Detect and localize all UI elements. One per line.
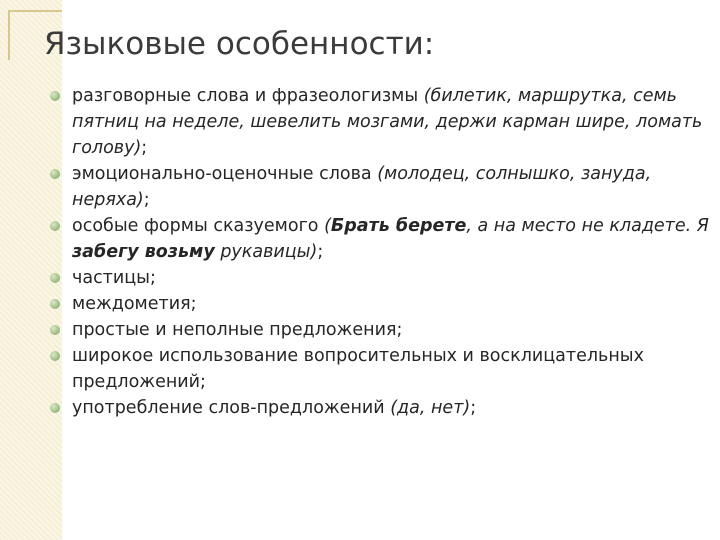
bullet-text: особые формы сказуемого: [72, 216, 325, 236]
bullet-examples: (да, нет): [390, 398, 471, 418]
bullet-punctuation: ;: [143, 190, 150, 210]
bullet-dot-icon: [50, 403, 60, 413]
bullet-item-emotional: [44, 161, 714, 213]
bullet-emphasis: забегу возьму: [72, 242, 215, 262]
bullet-dot-icon: [50, 221, 60, 231]
bullet-punctuation: ;: [141, 138, 148, 158]
bullet-examples-close: рукавицы): [214, 242, 318, 262]
bullet-item-predicate: [44, 213, 714, 265]
bullet-list: [44, 83, 714, 421]
bullet-punctuation: ;: [470, 398, 477, 418]
bullet-item-particles: [44, 265, 714, 291]
bullet-text: междометия;: [72, 294, 197, 314]
bullet-examples-open: (: [324, 216, 331, 236]
bullet-item-word-sentences: [44, 395, 714, 421]
bullet-item-colloquial: [44, 83, 714, 161]
bullet-item-interjections: [44, 291, 714, 317]
bullet-punctuation: ;: [317, 242, 324, 262]
bullet-dot-icon: [50, 351, 60, 361]
bullet-emphasis: Брать берете: [330, 216, 467, 236]
bullet-text: простые и неполные предложения;: [72, 320, 403, 340]
bullet-item-simple-sentences: [44, 317, 714, 343]
bullet-dot-icon: [50, 91, 60, 101]
slide-title: Языковые особенности:: [44, 26, 435, 62]
bullet-item-questions: [44, 343, 714, 395]
bullet-examples-mid: , а на место не кладете. Я: [466, 216, 709, 236]
bullet-text: широкое использование вопросительных и восклицательных предложений;: [72, 346, 644, 392]
bullet-dot-icon: [50, 273, 60, 283]
bullet-dot-icon: [50, 169, 60, 179]
bullet-dot-icon: [50, 299, 60, 309]
bullet-text: эмоционально-оценочные слова: [72, 164, 378, 184]
bullet-text: частицы;: [72, 268, 156, 288]
bullet-examples: (билетик, маршрутка, семь пятниц на неделе, шевелить мозгами, держи карман шире, ломать голову): [72, 86, 703, 158]
bullet-examples: (молодец, солнышко, зануда, неряха): [72, 164, 652, 210]
bullet-text: разговорные слова и фразеологизмы: [72, 86, 424, 106]
bullet-text: употребление слов-предложений: [72, 398, 391, 418]
bullet-dot-icon: [50, 325, 60, 335]
